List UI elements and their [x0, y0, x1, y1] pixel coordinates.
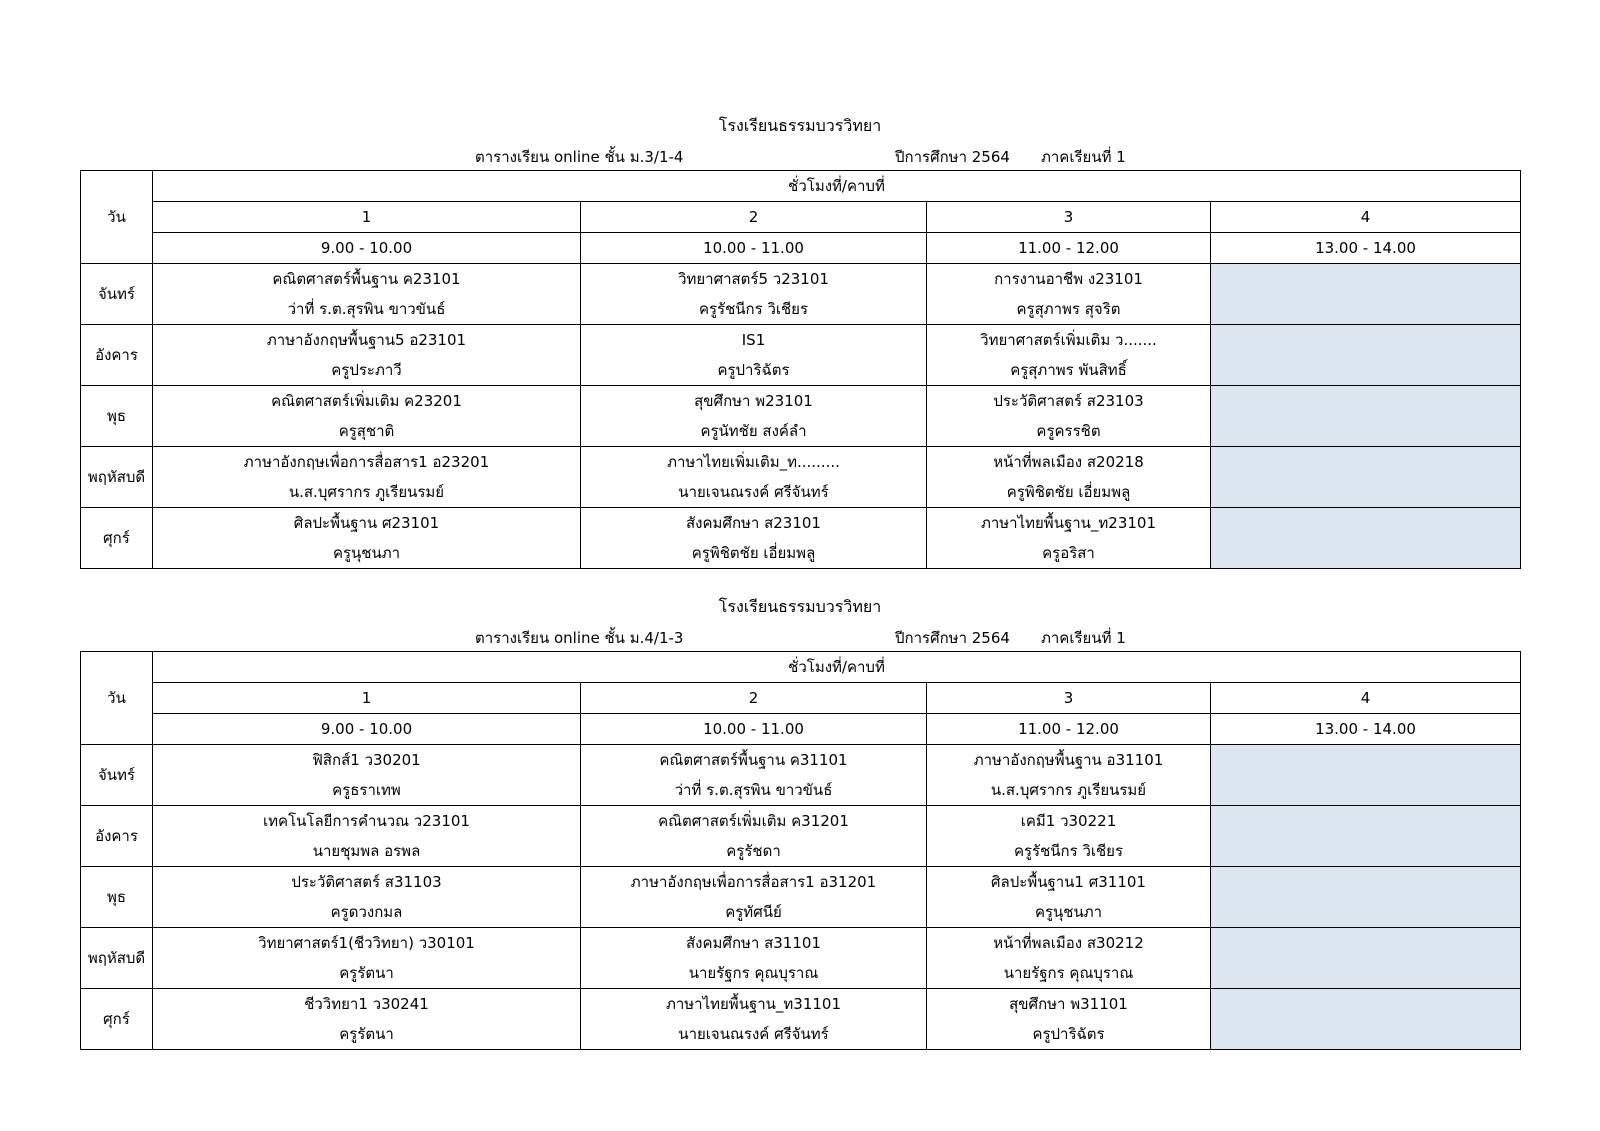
- teacher-cell: นายเจนณรงค์ ศรีจันทร์: [581, 1019, 927, 1050]
- teacher-cell: ครูปาริฉัตร: [581, 355, 927, 386]
- teacher-cell: ครูรัตนา: [153, 1019, 581, 1050]
- teacher-cell: ครูดวงกมล: [153, 897, 581, 928]
- teacher-cell: นายชุมพล อรพล: [153, 836, 581, 867]
- subject-cell: สังคมศึกษา ส31101: [581, 928, 927, 959]
- period-number: 4: [1211, 683, 1521, 714]
- schedule-subheader: [80, 620, 1520, 651]
- subject-cell: ภาษาอังกฤษเพื่อการสื่อสาร1 อ23201: [153, 447, 581, 478]
- teacher-cell: ว่าที่ ร.ต.สุรพิน ขาวขันธ์: [153, 294, 581, 325]
- subject-cell: ศิลปะพื้นฐาน ศ23101: [153, 508, 581, 539]
- subject-cell: ภาษาไทยพื้นฐาน_ท23101: [927, 508, 1211, 539]
- teacher-cell: ครูปาริฉัตร: [927, 1019, 1211, 1050]
- table-row: [81, 867, 1521, 898]
- empty-slot: [1211, 989, 1521, 1050]
- table-row: [81, 745, 1521, 776]
- subject-cell: สุขศึกษา พ23101: [581, 386, 927, 417]
- day-label: อังคาร: [81, 806, 153, 867]
- subject-cell: ประวัติศาสตร์ ส23103: [927, 386, 1211, 417]
- teacher-cell: ครูนัทชัย สงค์ลำ: [581, 416, 927, 447]
- teacher-cell: ครูสุภาพร สุจริต: [927, 294, 1211, 325]
- day-label: อังคาร: [81, 325, 153, 386]
- teacher-cell: ครูนุชนภา: [927, 897, 1211, 928]
- subject-cell: สังคมศึกษา ส23101: [581, 508, 927, 539]
- table-row: [81, 325, 1521, 356]
- period-number: 1: [153, 683, 581, 714]
- day-label: พฤหัสบดี: [81, 928, 153, 989]
- empty-slot: [1211, 325, 1521, 386]
- period-time: 11.00 - 12.00: [927, 233, 1211, 264]
- teacher-cell: ครูรัตนา: [153, 958, 581, 989]
- teacher-cell: นายรัฐกร คุณบุราณ: [927, 958, 1211, 989]
- subject-cell: วิทยาศาสตร์5 ว23101: [581, 264, 927, 295]
- subject-cell: คณิตศาสตร์พื้นฐาน ค31101: [581, 745, 927, 776]
- empty-slot: [1211, 447, 1521, 508]
- timetable: [80, 170, 1521, 569]
- teacher-cell: นายรัฐกร คุณบุราณ: [581, 958, 927, 989]
- subject-cell: วิทยาศาสตร์เพิ่มเติม ว.......: [927, 325, 1211, 356]
- subject-cell: คณิตศาสตร์เพิ่มเติม ค23201: [153, 386, 581, 417]
- period-time: 9.00 - 10.00: [153, 233, 581, 264]
- subject-cell: ชีววิทยา1 ว30241: [153, 989, 581, 1020]
- subject-cell: คณิตศาสตร์พื้นฐาน ค23101: [153, 264, 581, 295]
- subject-cell: หน้าที่พลเมือง ส20218: [927, 447, 1211, 478]
- subject-cell: การงานอาชีพ ง23101: [927, 264, 1211, 295]
- day-label: ศุกร์: [81, 989, 153, 1050]
- subject-cell: IS1: [581, 325, 927, 356]
- table-row: [81, 264, 1521, 295]
- period-time: 10.00 - 11.00: [581, 233, 927, 264]
- table-row: [81, 386, 1521, 417]
- period-number: 2: [581, 683, 927, 714]
- class-title: ตารางเรียน online ชั้น ม.4/1-3: [475, 629, 684, 647]
- period-number: 2: [581, 202, 927, 233]
- school-name: โรงเรียนธรรมบวรวิทยา: [718, 116, 882, 135]
- semester: ภาคเรียนที่ 1: [1041, 148, 1126, 166]
- subject-cell: เทคโนโลยีการคำนวณ ว23101: [153, 806, 581, 837]
- day-column-header: วัน: [81, 652, 153, 745]
- empty-slot: [1211, 867, 1521, 928]
- day-label: พุธ: [81, 386, 153, 447]
- subject-cell: ภาษาอังกฤษพื้นฐาน อ31101: [927, 745, 1211, 776]
- semester: ภาคเรียนที่ 1: [1041, 629, 1126, 647]
- teacher-cell: ครูครรชิต: [927, 416, 1211, 447]
- subject-cell: ภาษาไทยเพิ่มเติม_ท.........: [581, 447, 927, 478]
- table-row: [81, 989, 1521, 1020]
- teacher-cell: ครูรัชดา: [581, 836, 927, 867]
- empty-slot: [1211, 508, 1521, 569]
- day-column-header: วัน: [81, 171, 153, 264]
- class-title: ตารางเรียน online ชั้น ม.3/1-4: [475, 148, 684, 166]
- table-row: [81, 928, 1521, 959]
- day-label: พฤหัสบดี: [81, 447, 153, 508]
- period-number: 4: [1211, 202, 1521, 233]
- subject-cell: ภาษาอังกฤษพื้นฐาน5 อ23101: [153, 325, 581, 356]
- schedule-subheader: [80, 139, 1520, 170]
- teacher-cell: ครูพิชิตชัย เอี่ยมพลู: [927, 477, 1211, 508]
- teacher-cell: ครูสุภาพร พันสิทธิ์: [927, 355, 1211, 386]
- subject-cell: วิทยาศาสตร์1(ชีววิทยา) ว30101: [153, 928, 581, 959]
- teacher-cell: ครูอริสา: [927, 538, 1211, 569]
- period-time: 10.00 - 11.00: [581, 714, 927, 745]
- subject-cell: ศิลปะพื้นฐาน1 ศ31101: [927, 867, 1211, 898]
- teacher-cell: ครูรัชนีกร วิเชียร: [927, 836, 1211, 867]
- subject-cell: สุขศึกษา พ31101: [927, 989, 1211, 1020]
- empty-slot: [1211, 745, 1521, 806]
- table-row: [81, 806, 1521, 837]
- teacher-cell: น.ส.บุศรากร ภูเรียนรมย์: [927, 775, 1211, 806]
- timetable: [80, 651, 1521, 1050]
- day-label: จันทร์: [81, 745, 153, 806]
- empty-slot: [1211, 806, 1521, 867]
- teacher-cell: ครูนุชนภา: [153, 538, 581, 569]
- teacher-cell: ครูรัชนีกร วิเชียร: [581, 294, 927, 325]
- period-number: 3: [927, 202, 1211, 233]
- empty-slot: [1211, 386, 1521, 447]
- period-time: 13.00 - 14.00: [1211, 714, 1521, 745]
- day-label: ศุกร์: [81, 508, 153, 569]
- table-row: [81, 447, 1521, 478]
- subject-cell: ภาษาอังกฤษเพื่อการสื่อสาร1 อ31201: [581, 867, 927, 898]
- teacher-cell: นายเจนณรงค์ ศรีจันทร์: [581, 477, 927, 508]
- period-number: 3: [927, 683, 1211, 714]
- teacher-cell: ครูธราเทพ: [153, 775, 581, 806]
- day-label: จันทร์: [81, 264, 153, 325]
- academic-year: ปีการศึกษา 2564: [895, 629, 1010, 647]
- teacher-cell: ครูพิชิตชัย เอี่ยมพลู: [581, 538, 927, 569]
- empty-slot: [1211, 928, 1521, 989]
- period-title: ชั่วโมงที่/คาบที่: [153, 171, 1521, 202]
- teacher-cell: ครูสุชาติ: [153, 416, 581, 447]
- subject-cell: ภาษาไทยพื้นฐาน_ท31101: [581, 989, 927, 1020]
- subject-cell: คณิตศาสตร์เพิ่มเติม ค31201: [581, 806, 927, 837]
- teacher-cell: ครูทัศนีย์: [581, 897, 927, 928]
- teacher-cell: ว่าที่ ร.ต.สุรพิน ขาวขันธ์: [581, 775, 927, 806]
- teacher-cell: ครูประภาวี: [153, 355, 581, 386]
- schedule-m4: [80, 594, 1520, 1050]
- subject-cell: ประวัติศาสตร์ ส31103: [153, 867, 581, 898]
- period-time: 11.00 - 12.00: [927, 714, 1211, 745]
- subject-cell: ฟิสิกส์1 ว30201: [153, 745, 581, 776]
- schedule-m3: [80, 113, 1520, 569]
- period-time: 13.00 - 14.00: [1211, 233, 1521, 264]
- day-label: พุธ: [81, 867, 153, 928]
- empty-slot: [1211, 264, 1521, 325]
- period-title: ชั่วโมงที่/คาบที่: [153, 652, 1521, 683]
- academic-year: ปีการศึกษา 2564: [895, 148, 1010, 166]
- school-name: โรงเรียนธรรมบวรวิทยา: [718, 597, 882, 616]
- teacher-cell: น.ส.บุศรากร ภูเรียนรมย์: [153, 477, 581, 508]
- table-row: [81, 508, 1521, 539]
- subject-cell: หน้าที่พลเมือง ส30212: [927, 928, 1211, 959]
- period-number: 1: [153, 202, 581, 233]
- period-time: 9.00 - 10.00: [153, 714, 581, 745]
- subject-cell: เคมี1 ว30221: [927, 806, 1211, 837]
